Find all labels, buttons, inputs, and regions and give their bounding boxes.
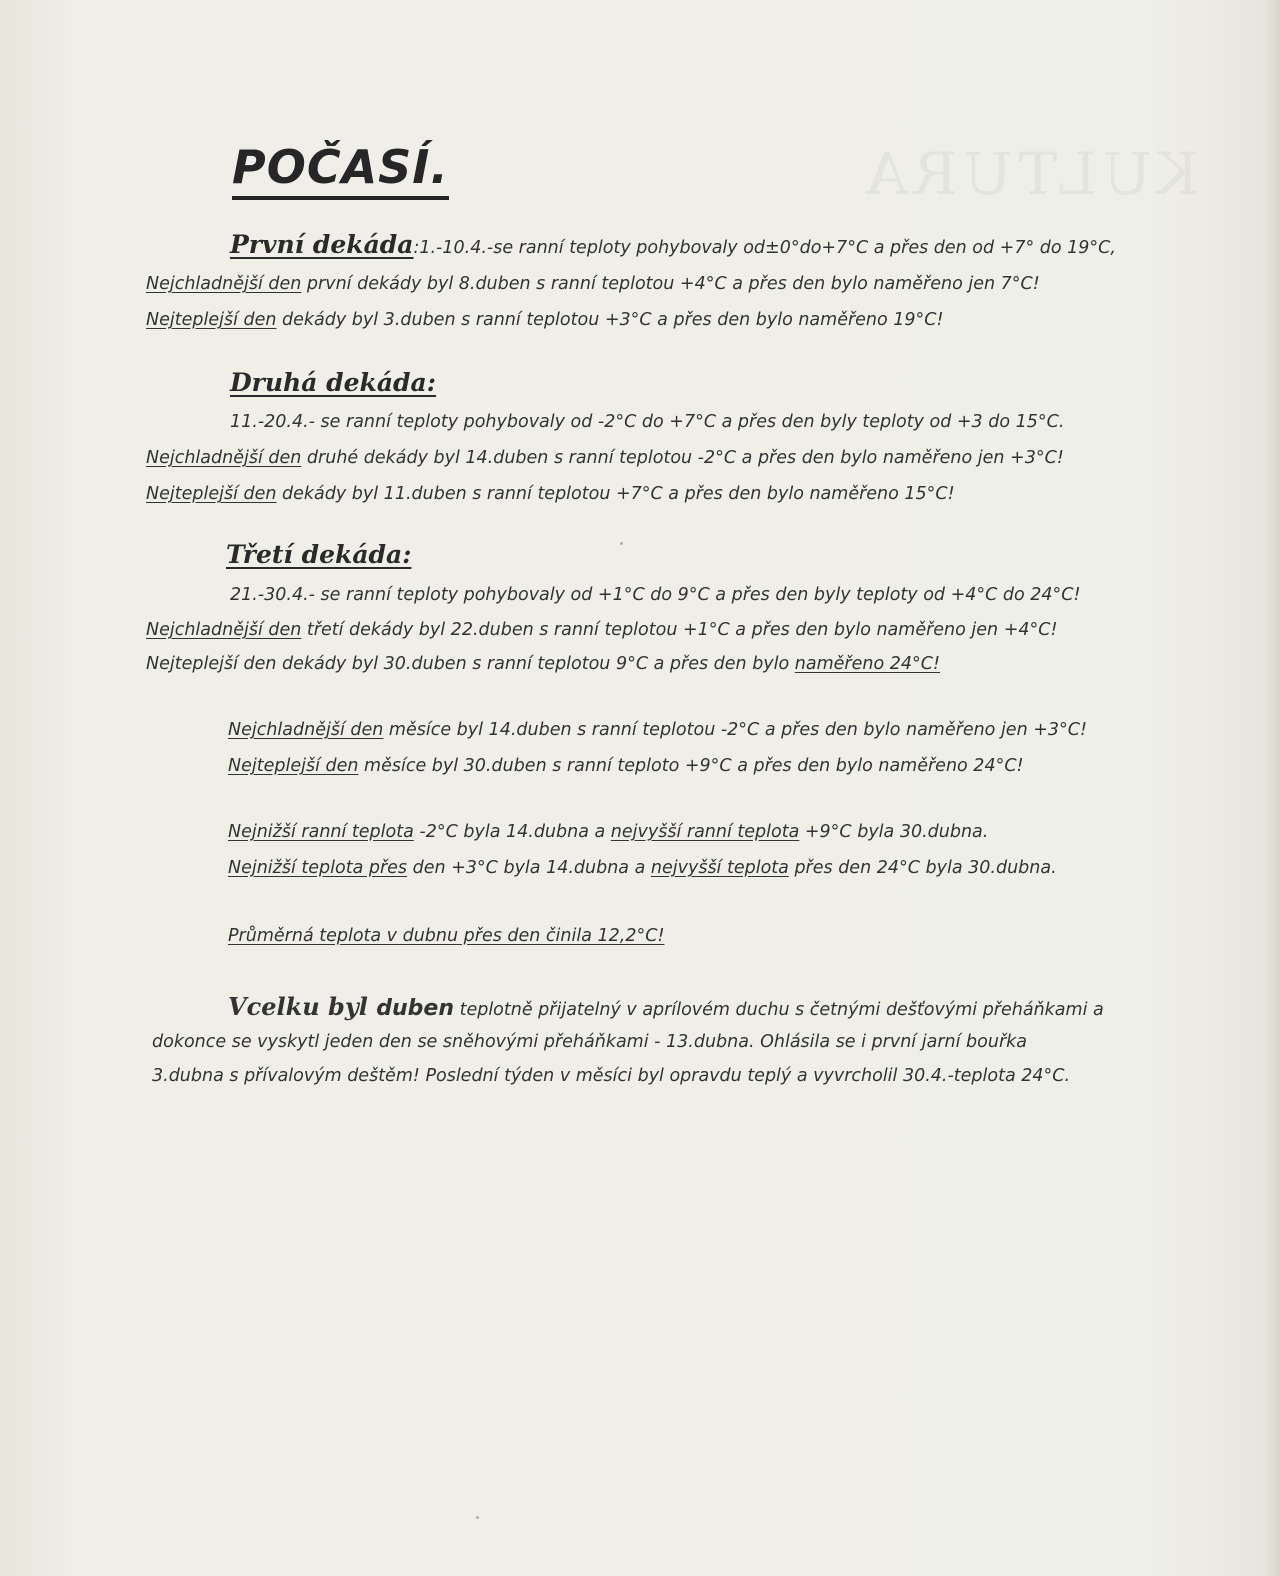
highest-day-label: nejvyšší teplota xyxy=(650,858,789,878)
lowest-morning-label: Nejnižší ranní teplota xyxy=(228,822,414,842)
decade-3-line-2 xyxy=(146,620,1057,640)
highest-morning-text: +9°C byla 30.dubna. xyxy=(799,822,989,842)
month-coldest-text: měsíce byl 14.duben s ranní teplotou -2°C a přes den bylo naměřeno jen +3°C! xyxy=(383,720,1088,740)
month-warmest-label: Nejteplejší den xyxy=(228,756,359,776)
decade-2-line-2 xyxy=(146,448,1064,468)
month-coldest-label: Nejchladnější den xyxy=(228,720,384,740)
lowest-morning-text: -2°C byla 14.dubna a xyxy=(413,822,611,842)
decade-3-coldest-label: Nejchladnější den xyxy=(146,620,302,640)
decade-2-warmest-label: Nejteplejší den xyxy=(146,484,277,504)
average-temperature: Průměrná teplota v dubnu přes den činila 12,2°C! xyxy=(228,926,665,946)
summary-line-3: 3.dubna s přívalovým deštěm! Poslední týden v měsíci byl opravdu teplý a vyvrcholil 30.4.-teplota 24°C. xyxy=(152,1066,1071,1086)
extremes-line-2 xyxy=(228,858,1057,878)
paper-speck xyxy=(476,1516,479,1519)
decade-3-range-text: 21.-30.4.- se ranní teploty pohybovaly od +1°C do 9°C a přes den byly teploty od +4°C do 24°C! xyxy=(230,585,1081,605)
month-line-1 xyxy=(228,720,1087,740)
decade-1-coldest-label: Nejchladnější den xyxy=(146,274,302,294)
page-edge-shadow xyxy=(1266,0,1280,1576)
month-line-2 xyxy=(228,756,1024,776)
bleed-through-text: KULTURA xyxy=(860,140,1200,208)
decade-3-heading: Třetí dekáda: xyxy=(226,540,412,569)
decade-1-warmest-text: dekády byl 3.duben s ranní teplotou +3°C a přes den bylo naměřeno 19°C! xyxy=(276,310,944,330)
decade-2-coldest-label: Nejchladnější den xyxy=(146,448,302,468)
page-title: POČASÍ. xyxy=(232,140,449,200)
lowest-day-text: den +3°C byla 14.dubna a xyxy=(407,858,651,878)
decade-1-heading: První dekáda xyxy=(230,230,414,259)
decade-3-warmest-text: Nejteplejší den dekády byl 30.duben s ranní teplotou 9°C a přes den bylo xyxy=(146,654,795,674)
decade-1-line-1 xyxy=(230,230,1116,259)
month-warmest-text: měsíce byl 30.duben s ranní teploto +9°C a přes den bylo naměřeno 24°C! xyxy=(358,756,1024,776)
summary-text-1: teplotně přijatelný v aprílovém duchu s četnými dešťovými přeháňkami a xyxy=(454,1000,1104,1020)
decade-1-range-text: :1.-10.4.-se ranní teploty pohybovaly od±0°do+7°C a přes den od +7° do 19°C, xyxy=(413,238,1116,258)
decade-1-warmest-label: Nejteplejší den xyxy=(146,310,277,330)
decade-3-warmest-measured: naměřeno 24°C! xyxy=(794,654,941,674)
extremes-line-1 xyxy=(228,822,988,842)
decade-1-line-2 xyxy=(146,274,1040,294)
decade-1-line-3 xyxy=(146,310,944,330)
lowest-day-label: Nejnižší teplota přes xyxy=(228,858,408,878)
summary-line-1 xyxy=(228,992,1104,1021)
decade-1-coldest-text: první dekády byl 8.duben s ranní teplotou +4°C a přes den bylo naměřeno jen 7°C! xyxy=(301,274,1040,294)
decade-2-warmest-text: dekády byl 11.duben s ranní teplotou +7°C a přes den bylo naměřeno 15°C! xyxy=(276,484,955,504)
paper-speck xyxy=(620,542,623,545)
decade-3-line-3 xyxy=(146,654,940,674)
decade-3-coldest-text: třetí dekády byl 22.duben s ranní teplotou +1°C a přes den bylo naměřeno jen +4°C! xyxy=(301,620,1058,640)
summary-start: Vcelku byl xyxy=(228,992,377,1021)
summary-line-2: dokonce se vyskytl jeden den se sněhovými přeháňkami - 13.dubna. Ohlásila se i první jarní bouřka xyxy=(152,1032,1027,1052)
highest-morning-label: nejvyšší ranní teplota xyxy=(610,822,800,842)
decade-2-range-text: 11.-20.4.- se ranní teploty pohybovaly od -2°C do +7°C a přes den byly teploty od +3 do 15°C. xyxy=(230,412,1065,432)
highest-day-text: přes den 24°C byla 30.dubna. xyxy=(788,858,1057,878)
decade-2-line-3 xyxy=(146,484,955,504)
decade-2-coldest-text: druhé dekády byl 14.duben s ranní teplotou -2°C a přes den bylo naměřeno jen +3°C! xyxy=(301,448,1064,468)
decade-2-heading: Druhá dekáda: xyxy=(230,368,436,397)
summary-month-word: duben xyxy=(376,996,455,1021)
